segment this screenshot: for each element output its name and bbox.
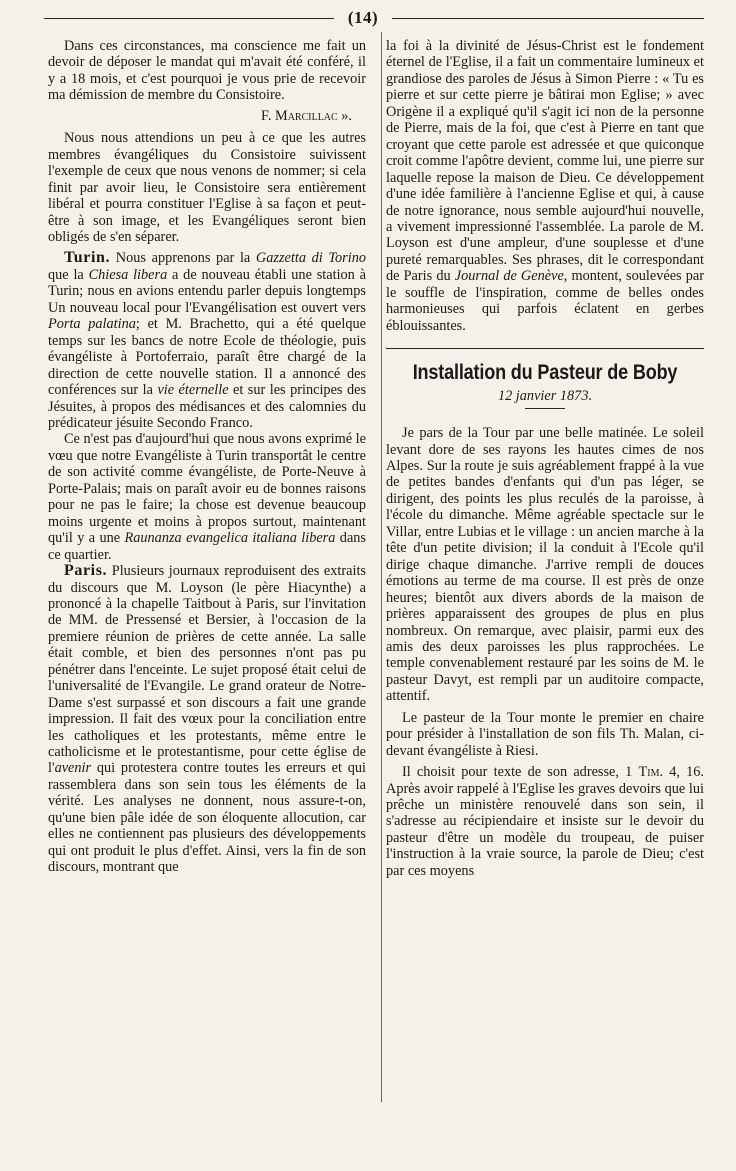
paragraph-journey: Je pars de la Tour par une belle matinée. Le soleil levant dore de ses rayons les hautes cimes de nos Alpes. Sur la route je suis agréablement frappé à la vue de petites bandes d'enfants qui d'un pas léger, se dirigent, des points les plus reculés de la paroisse, à l'école du dimanche. Même agréable spectacle sur le Villar, entre Lubias et le village : un ancien marche à la tête d'un petite division; il la conduit à l'Ecole qu'il dirige chaque dimanche. J'arrive rempli de douces émotions au terme de ma course. Il est près de onze heures; bientôt aux divers abords de la maison de prières apparaissent des groupes de plus en plus nombreux. On remarque, avec plaisir, parmi eux des amis des deux paroisses les plus rapprochées. Le temple convenablement restauré par les soins de M. le pasteur Davyt, est rempli par un auditoire compacte, attentif. [386,425,704,705]
place-heading-paris: Paris. [64,562,108,580]
section-title: Installation du Pasteur de Boby [412,361,678,385]
place-heading-turin: Turin. [64,249,111,267]
right-column [386,38,704,879]
paragraph-consistoire: Nous nous attendions un peu à ce que les autres membres évangéliques du Consistoire suivissent l'exemple de ceux que nous venons de nommer; si cela finit par avoir lieu, le Consistoire sera entièrement libéral et pourra constituer l'Eglise à sa façon et peut-être à son image, et les Evangéliques seront bien obligés de s'en séparer. [48,130,366,245]
paragraph-turin: Turin. Nous apprenons par la Gazzetta di Torino que la Chiesa libera a de nouveau établi une station à Turin; nous en avions entendu parler depuis longtemps Un nouveau local pour l'Evangélisation est ouvert vers Porta palatina; et M. Brachetto, qui a été quelque temps sur les bancs de notre Ecole de théologie, puis évangéliste à Portoferraio, paraît être chargé de la direction de cette nouvelle station. Il a annoncé des conférences sur la vie éternelle et sur les principes des Jésuites, à propos des médisances et des calomnies du prédicateur jésuite Secondo Franco. [48,249,367,431]
page-number: (14) [347,8,379,27]
paragraph-resignation: Dans ces circonstances, ma conscience me fait un devoir de déposer le mandat qui m'avait été conféré, il y a 18 mois, et c'est pourquoi je vous prie de recevoir ma démission de membre du Consistoire. [48,38,366,104]
paragraph-loyson-continued: la foi à la divinité de Jésus-Christ est le fondement éternel de l'Eglise, il a fait un commentaire lumineux et grandiose des paroles de Jésus à Simon Pierre : « Tu es pierre et sur cette pierre je bâtirai mon Eglise; » avec Origène il a expliqué qu'il s'agit ici non de la personne de Pierre, mais de la foi, que c'est à Pierre en tant que croyant que cette parole est adressée et que quiconque croit comme l'apôtre devient, comme lui, une pierre sur laquelle repose la maison de Dieu. Ce développement d'une idée familière à l'ancienne Eglise et qui, à cause de notre ignorance, nous semble aujourd'hui nouvelle, a vivement impressionné l'assemblée. La parole de M. Loyson est d'une ampleur, d'une souplesse et d'une pureté remarquables. Ses phrases, dit le correspondant de Paris du Journal de Genève, montent, soulevées par le souffle de l'inspiration, comme de belles ondes harmonieuses qui parfois éclatent en gerbes éblouissantes. [386,38,704,334]
paragraph-evangeliste: Ce n'est pas d'aujourd'hui que nous avons exprimé le vœu que notre Evangéliste à Turin transportât le centre de son activité comme évangéliste, de Porte-Neuve à Porte-Palais; mais on paraît avoir eu de bonnes raisons pour ne pas le faire; la chose est devenue beaucoup moins urgente et moins à propos surtout, maintenant qu'il y a une Raunanza evangelica italiana libera dans ce quartier. [48,431,366,563]
header-rule-left [44,18,334,19]
left-column [48,38,366,876]
section-rule [386,348,704,349]
section-short-rule [525,408,565,409]
paragraph-paris: Paris. Plusieurs journaux reproduisent des extraits du discours que M. Loyson (le père Hiacynthe) a prononcé à la chapelle Taitbout à Paris, sur l'invitation de MM. de Pressensé et Bersier, à l'occasion de la premiere réunion de prières de cette année. La salle était comble, et bien des personnes n'ont pas pu pénétrer dans l'enceinte. Le sujet proposé était celui de l'universalité de l'Evangile. Le grand orateur de Notre-Dame s'est surpassé et son discours a fait une grande impression. Il fait des vœux pour la conciliation entre les catholiques et les protestants, même entre le catholicisme et le protestantisme, pour cette église de l'avenir qui protestera contre toutes les erreurs et qui rassemblera dans son sein tous les éléments de la vérité. Les analyses ne donnent, nous assure-t-on, qu'une bien pâle idée de son éloquente allocution, car elles ne contiennent pas plusieurs des développements qui ont produit le plus d'effet. Ainsi, vers la fin de son discours, montrant que [48,562,366,876]
section-date: 12 janvier 1873. [497,387,593,404]
paragraph-text-address: Il choisit pour texte de son adresse, 1 Tim. 4, 16. Après avoir rappelé à l'Eglise les graves devoirs que lui prêche un ministère renouvelé dans son sein, il s'adresse au récipiendaire et insiste sur le devoir du pasteur d'être un modèle du troupeau, de puiser l'instruction à la vraie source, la parole de Dieu; c'est par ces moyens [386,764,704,879]
column-divider [381,32,382,1102]
signature: F. Marcillac ». [261,107,352,124]
paragraph-installation: Le pasteur de la Tour monte le premier en chaire pour présider à l'installation de son fils Th. Malan, ci-devant évangéliste à Riesi. [386,709,704,759]
header-rule-right [392,18,704,19]
